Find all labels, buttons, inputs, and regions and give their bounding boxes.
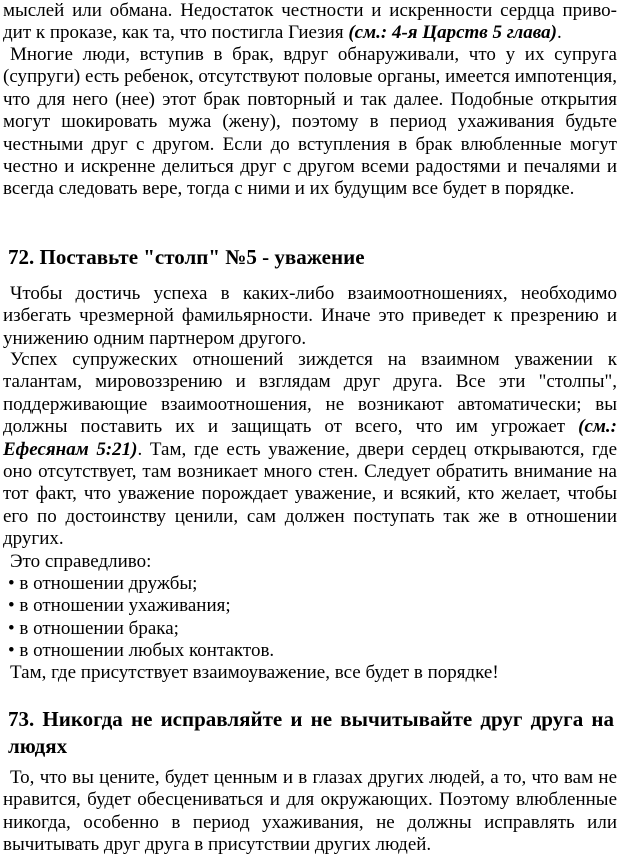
respect-text-before: Успех супружеских отношений зиждется на взаимном уважении к талантам, мировоззрению и взглядам друг друга. Все эти "столпы", поддерживающие взаимоотношения, не возникают автоматически; вы должны поставить их и защищать от всего, что им угрожает [3, 349, 617, 438]
intro-line-2-end: . [557, 22, 562, 44]
section-heading-73: 73. Никогда не исправляйте и не вычитывайте друг друга на людях [8, 707, 614, 758]
respect-paragraph [3, 349, 617, 551]
list-item: • в отношении брака; [8, 617, 179, 639]
success-paragraph: Чтобы достичь успеха в каких-либо взаимоотношениях, необходимо избегать чрезмерной фамильярности. Иначе это приведет к презрению и унижению одним партнером другого. [3, 283, 617, 349]
bullet-list [8, 573, 614, 663]
scripture-reference: (см.: 4-я Царств 5 глава) [348, 22, 557, 44]
value-paragraph: То, что вы цените, будет ценным и в глазах других людей, а то, что вам не нравится, будет обесцениваться и для окружающих. Поэтому влюбленные никогда, особенно в период ухаживания, не должны исправлять или вычитывать друг друга в присутствии других людей. [3, 767, 617, 856]
intro-line-1: мыслей или обмана. Недостаток честности и искренности сердца приво- [3, 0, 617, 21]
scripture-reference-ephesians: (см.: Ефесянам 5:21) [3, 416, 617, 460]
intro-line-2-text: дит к проказе, как та, что постигла Гиезия [3, 22, 349, 44]
list-item: • в отношении ухаживания; [8, 595, 231, 617]
list-item: • в отношении любых контактов. [8, 640, 275, 662]
list-item: • в отношении дружбы; [8, 573, 198, 594]
closing-line: Там, где присутствует взаимоуважение, все будет в порядке! [10, 662, 499, 683]
intro-paragraph [3, 0, 617, 45]
respect-text-after: . Там, где есть уважение, двери сердец открываются, где оно отсутствует, там возникает много стен. Следует обратить внимание на тот факт, что уважение порождает уважение, и всякий, кто желает, чтобы его по достоинству ценили, сам должен поступать так же в отношении других. [3, 438, 617, 550]
fair-label: Это справедливо: [10, 551, 152, 572]
intro-line-2 [3, 22, 617, 44]
marriage-paragraph: Многие люди, вступив в брак, вдруг обнаруживали, что у их супруга (супруги) есть ребенок, отсутствуют половые органы, имеется импотенция, что для него (нее) этот брак повторный и так далее. Подобные открытия могут шокировать мужа (жену), поэтому в период ухаживания будьте честными друг с другом. Если до вступления в брак влюбленные могут честно и искренне делиться друг с другом всеми радостями и печалями и всегда следовать вере, тогда с ними и их будущим все будет в порядке. [3, 44, 617, 200]
section-heading-72: 72. Поставьте "столп" №5 - уважение [8, 245, 365, 269]
